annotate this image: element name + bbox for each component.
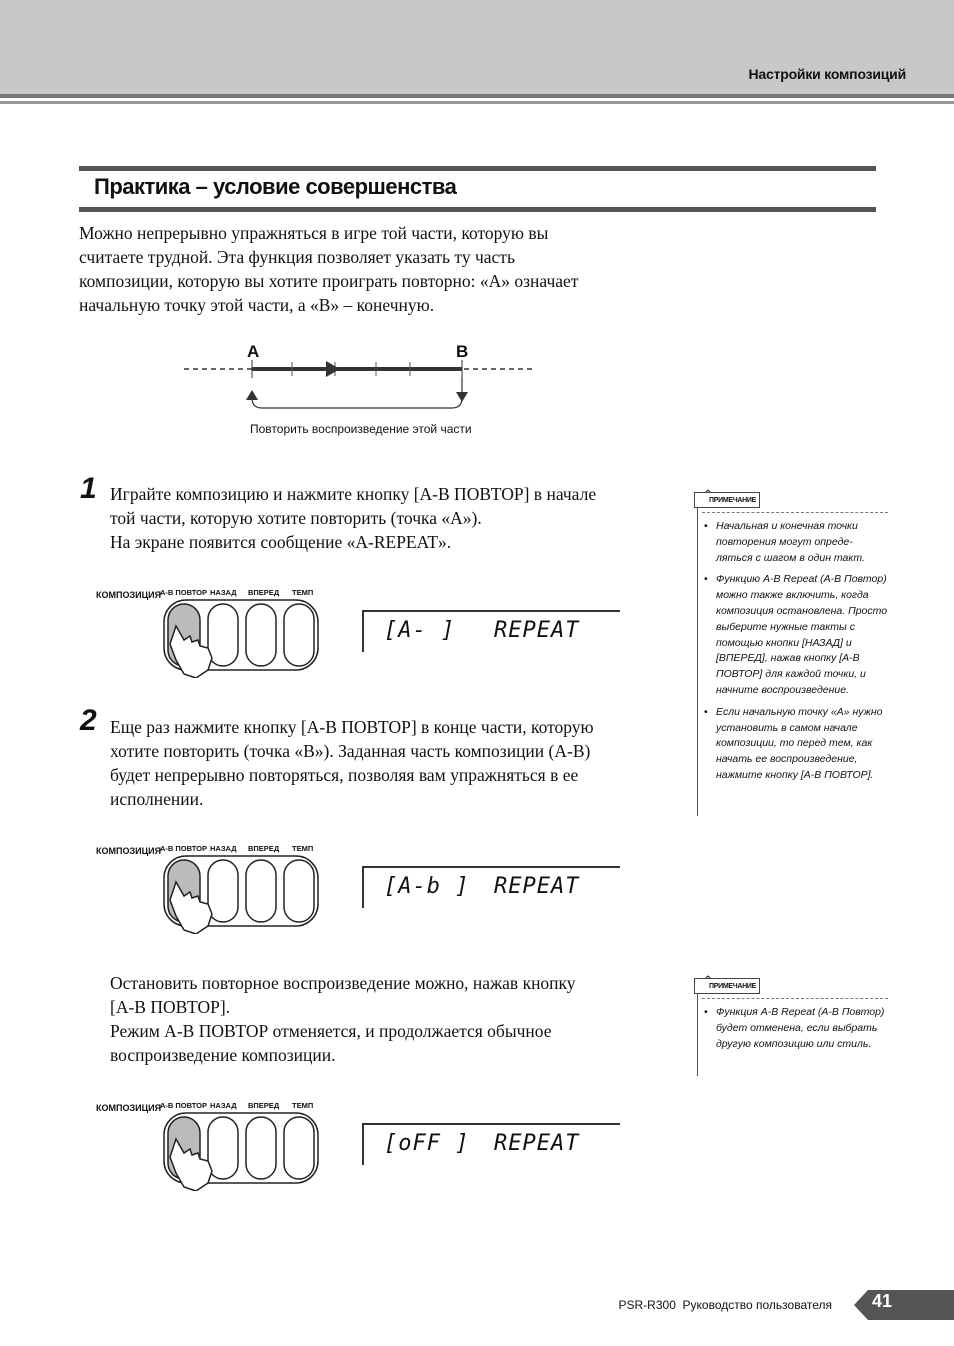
point-a-label: A <box>247 342 260 361</box>
rew-button[interactable] <box>208 604 238 666</box>
step-line: исполнении. <box>110 789 204 809</box>
stop-line: Остановить повторное воспроизведение можно, нажав кнопку <box>110 973 576 993</box>
control-panel-2 <box>96 844 656 944</box>
footer-manual-title <box>619 1298 832 1312</box>
running-header-title: Настройки композиций <box>748 66 906 82</box>
note-item: • Если начальную точку «A» нужно установить в самом начале композиции, то перед тем, как начать ее воспроизведение, нажмите кнопку [A-B ПОВТОР]. <box>698 705 888 784</box>
control-panel-3 <box>96 1101 656 1201</box>
header-rule <box>0 94 954 98</box>
rew-label: НАЗАД <box>210 588 237 597</box>
ab-repeat-diagram <box>180 338 540 423</box>
lcd-display-3 <box>362 1123 620 1165</box>
lcd-display-1 <box>362 610 620 652</box>
rew-button[interactable] <box>208 1117 238 1179</box>
step-line: Играйте композицию и нажмите кнопку [A-B ПОВТОР] в начале <box>110 484 597 504</box>
note-list <box>698 1005 888 1052</box>
step-1-text <box>110 482 670 554</box>
note-item: • Функция A-B Repeat (A-B Повтор) будет отменена, если выбрать другую композицию или стиль. <box>698 1005 888 1052</box>
ff-label: ВПЕРЕД <box>248 588 280 597</box>
note-separator <box>702 512 888 513</box>
lcd-edge <box>362 610 620 612</box>
lcd-value: [A-b ] <box>384 874 470 899</box>
ab-diagram-graphic <box>180 338 540 418</box>
lcd-edge <box>362 1123 620 1125</box>
note-box-1 <box>697 498 888 816</box>
step-1-number: 1 <box>80 472 97 505</box>
tempo-button[interactable] <box>284 604 314 666</box>
page-number-tab <box>854 1290 954 1320</box>
ff-button[interactable] <box>246 1117 276 1179</box>
page-number: 41 <box>872 1291 893 1311</box>
ab-repeat-label: A-B ПОВТОР <box>160 844 207 853</box>
lcd-edge <box>362 1123 364 1165</box>
lcd-mode: REPEAT <box>494 1131 580 1156</box>
tempo-label: ТЕМП <box>292 1101 314 1110</box>
footer-manual: Руководство пользователя <box>682 1298 832 1312</box>
note-heading: ПРИМЕЧАНИЕ <box>694 978 760 994</box>
note-box-2 <box>697 984 888 1076</box>
stop-line: Режим A-B ПОВТОР отменяется, и продолжается обычное <box>110 1021 552 1041</box>
ff-label: ВПЕРЕД <box>248 1101 280 1110</box>
header-rule-thin <box>0 101 954 104</box>
intro-paragraph <box>79 221 659 317</box>
step-2-text <box>110 715 670 811</box>
panel-buttons <box>162 598 322 678</box>
tempo-button[interactable] <box>284 860 314 922</box>
stop-line: воспроизведение композиции. <box>110 1045 336 1065</box>
lcd-edge <box>362 610 364 652</box>
note-item: • Функцию A-B Repeat (A-B Повтор) можно также включить, когда композиция остановлена. Просто выберите нужные такты с помощью кнопки [НАЗАД] и [ВПЕРЕД], нажав кнопку [A-B ПОВТОР] для каждой точки, и начните воспроизведение. <box>698 572 888 698</box>
step-line: той части, которую хотите повторить (точка «A»). <box>110 508 482 528</box>
lcd-edge <box>362 866 620 868</box>
lcd-mode: REPEAT <box>494 618 580 643</box>
ab-repeat-label: A-B ПОВТОР <box>160 588 207 597</box>
rew-label: НАЗАД <box>210 844 237 853</box>
song-label: КОМПОЗИЦИЯ <box>96 1103 162 1113</box>
intro-line: начальную точку этой части, а «B» – конечную. <box>79 295 435 315</box>
lcd-value: [A- ] <box>384 618 456 643</box>
point-b-label: B <box>456 342 469 361</box>
diagram-caption: Повторить воспроизведение этой части <box>250 422 472 436</box>
lcd-value: [oFF ] <box>384 1131 470 1156</box>
control-panel-1 <box>96 588 656 688</box>
ff-button[interactable] <box>246 604 276 666</box>
rew-button[interactable] <box>208 860 238 922</box>
tempo-label: ТЕМП <box>292 844 314 853</box>
note-list <box>698 519 888 784</box>
ff-button[interactable] <box>246 860 276 922</box>
step-line: На экране появится сообщение «A-REPEAT». <box>110 532 452 552</box>
section-title: Практика – условие совершенства <box>94 174 457 199</box>
note-heading: ПРИМЕЧАНИЕ <box>694 492 760 508</box>
song-label: КОМПОЗИЦИЯ <box>96 846 162 856</box>
stop-line: [A-B ПОВТОР]. <box>110 997 231 1017</box>
footer-model: PSR-R300 <box>618 1298 676 1312</box>
ff-label: ВПЕРЕД <box>248 844 280 853</box>
note-separator <box>702 998 888 999</box>
panel-buttons <box>162 1111 322 1191</box>
lcd-edge <box>362 866 364 908</box>
section-rule-top <box>79 166 876 171</box>
tempo-label: ТЕМП <box>292 588 314 597</box>
ab-repeat-label: A-B ПОВТОР <box>160 1101 207 1110</box>
tempo-button[interactable] <box>284 1117 314 1179</box>
section-rule-bottom <box>79 207 876 212</box>
step-line: хотите повторить (точка «B»). Заданная часть композиции (A-B) <box>110 741 591 761</box>
step-line: Еще раз нажмите кнопку [A-B ПОВТОР] в конце части, которую <box>110 717 594 737</box>
panel-buttons <box>162 854 322 934</box>
intro-line: считаете трудной. Эта функция позволяет указать ту часть <box>79 247 515 267</box>
intro-line: Можно непрерывно упражняться в игре той части, которую вы <box>79 223 549 243</box>
intro-line: композиции, которую вы хотите проиграть повторно: «A» означает <box>79 271 579 291</box>
step-2-number: 2 <box>80 704 97 737</box>
stop-repeat-text <box>110 971 670 1067</box>
note-item: • Начальная и конечная точки повторения могут опреде- ляться с шагом в один такт. <box>698 519 888 566</box>
lcd-mode: REPEAT <box>494 874 580 899</box>
step-line: будет непрерывно повторяться, позволяя вам упражняться в ее <box>110 765 579 785</box>
rew-label: НАЗАД <box>210 1101 237 1110</box>
song-label: КОМПОЗИЦИЯ <box>96 590 162 600</box>
lcd-display-2 <box>362 866 620 908</box>
